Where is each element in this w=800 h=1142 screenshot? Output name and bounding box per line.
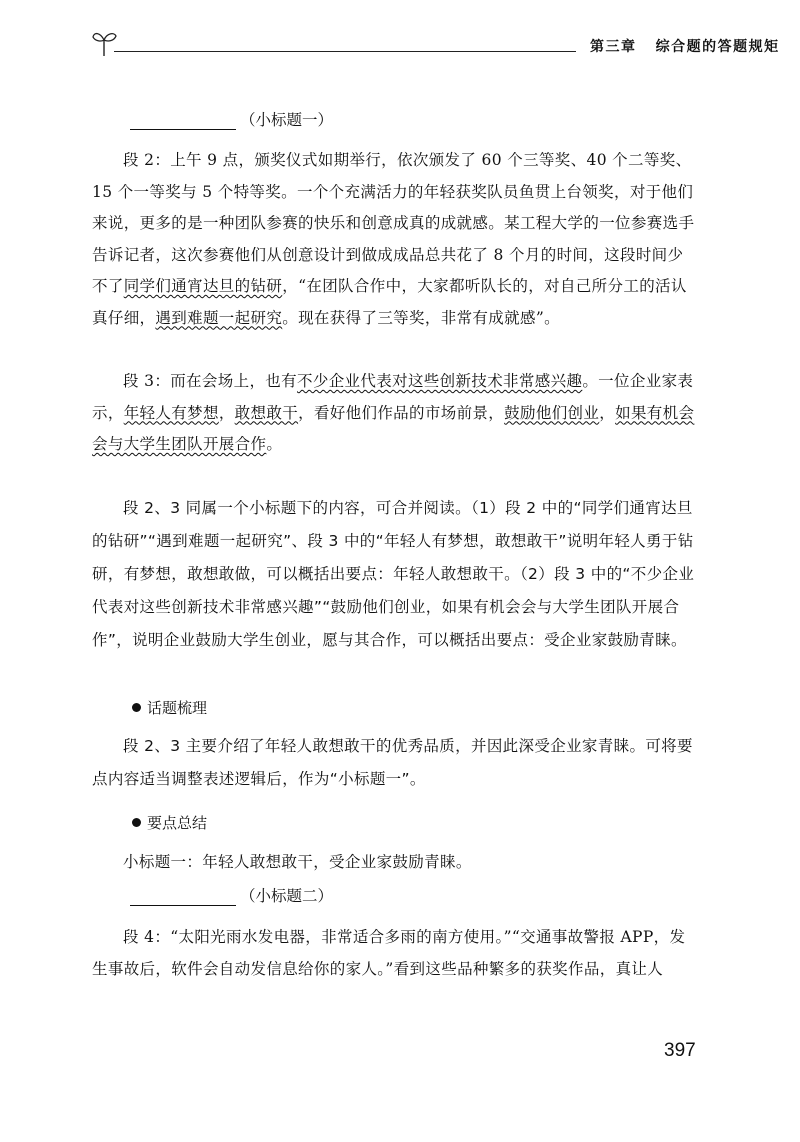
para3-text-mid1: 。一位企业家表示， — [92, 372, 694, 422]
para3-underline-1: 不少企业代表对这些创新技术非常感兴趣 — [297, 372, 583, 390]
subheading-two-label: （小标题二） — [240, 887, 334, 905]
para3-underline-3: 敢想敢干 — [234, 403, 299, 422]
running-header — [92, 28, 780, 68]
para2-text-end: 。现在获得了三等奖，非常有成就感”。 — [282, 308, 560, 327]
sprout-icon — [92, 28, 118, 58]
subheading-one-label: （小标题一） — [240, 111, 334, 129]
bullet-summary-label: 要点总结 — [147, 814, 208, 832]
para3-sep2: ， — [599, 403, 616, 422]
bullet-topic — [132, 697, 207, 718]
bullet-topic-label: 话题梳理 — [147, 699, 208, 717]
para2-underline-2: 遇到难题一起研究 — [155, 308, 283, 327]
para3-text-mid2: ，看好他们作品的市场前景， — [298, 403, 505, 422]
para3-text: 段 3：而在会场上，也有 — [123, 372, 297, 390]
bullet-summary — [132, 812, 207, 833]
paragraph-2 — [92, 145, 698, 334]
para2-text-mid: ，“在团队合作中，大家都听队长的，对自己所分工的活认真仔细， — [92, 277, 687, 327]
section-label: 综合题的答题规矩 — [655, 39, 780, 55]
para3-underline-4: 鼓励他们创业 — [504, 403, 600, 422]
topic-paragraph: 段 2、3 主要介绍了年轻人敢想敢干的优秀品质，并因此深受企业家青睐。可将要点内容适当调整表述逻辑后，作为“小标题一”。 — [92, 737, 693, 788]
para2-text: 段 2：上午 9 点，颁奖仪式如期举行，依次颁发了 60 个三等奖、40 个二等奖、15 个一等奖与 5 个特等奖。一个个充满活力的年轻获奖队员鱼贯上台领奖，对于他们来说，更多的是一种团队参赛的快乐和创意成真的成就感。某工程大学的一位参赛选手告诉记者，这次参赛他们从创意设计到做成成品总共花了 8 个月的时间，这段时间少不了 — [92, 151, 695, 295]
para3-underline-5: 如果有机会会与大学生团队开展合作 — [92, 403, 695, 453]
para3-sep1: ， — [218, 403, 235, 422]
para2-underline-1: 同学们通宵达旦的钻研 — [123, 277, 283, 295]
para3-text-end: 。 — [266, 435, 283, 453]
paragraph-3 — [92, 366, 698, 461]
analysis-paragraph: 段 2、3 同属一个小标题下的内容，可合并阅读。（1）段 2 中的“同学们通宵达旦的钻研”“遇到难题一起研究”、段 3 中的“年轻人有梦想，敢想敢干”说明年轻人勇于钻研，有梦想，敢想敢做，可以概括出要点：年轻人敢想敢干。（2）段 3 中的“不少企业代表对这些创新技术非常感兴趣”“鼓励他们创业，如果有机会会与大学生团队开展合作”，说明企业鼓励大学生创业，愿与其合作，可以概括出要点：受企业家鼓励青睐。 — [92, 499, 695, 649]
header-rule — [114, 51, 576, 52]
paragraph-4: 段 4：“太阳光雨水发电器，非常适合多雨的南方使用。”“交通事故警报 APP，发生事故后，软件会自动发信息给你的家人。”看到这些品种繁多的获奖作品，真让人 — [92, 928, 686, 978]
answer-blank — [130, 112, 236, 130]
bullet-icon — [132, 703, 141, 712]
chapter-title — [590, 36, 780, 56]
subheading-one — [130, 108, 333, 130]
para3-underline-2: 年轻人有梦想 — [123, 403, 219, 422]
summary-paragraph: 小标题一：年轻人敢想敢干，受企业家鼓励青睐。 — [123, 853, 472, 871]
subheading-two — [130, 884, 333, 906]
page-number: 397 — [664, 1040, 696, 1061]
chapter-label: 第三章 — [590, 39, 637, 55]
bullet-icon — [132, 818, 141, 827]
answer-blank — [130, 888, 236, 906]
